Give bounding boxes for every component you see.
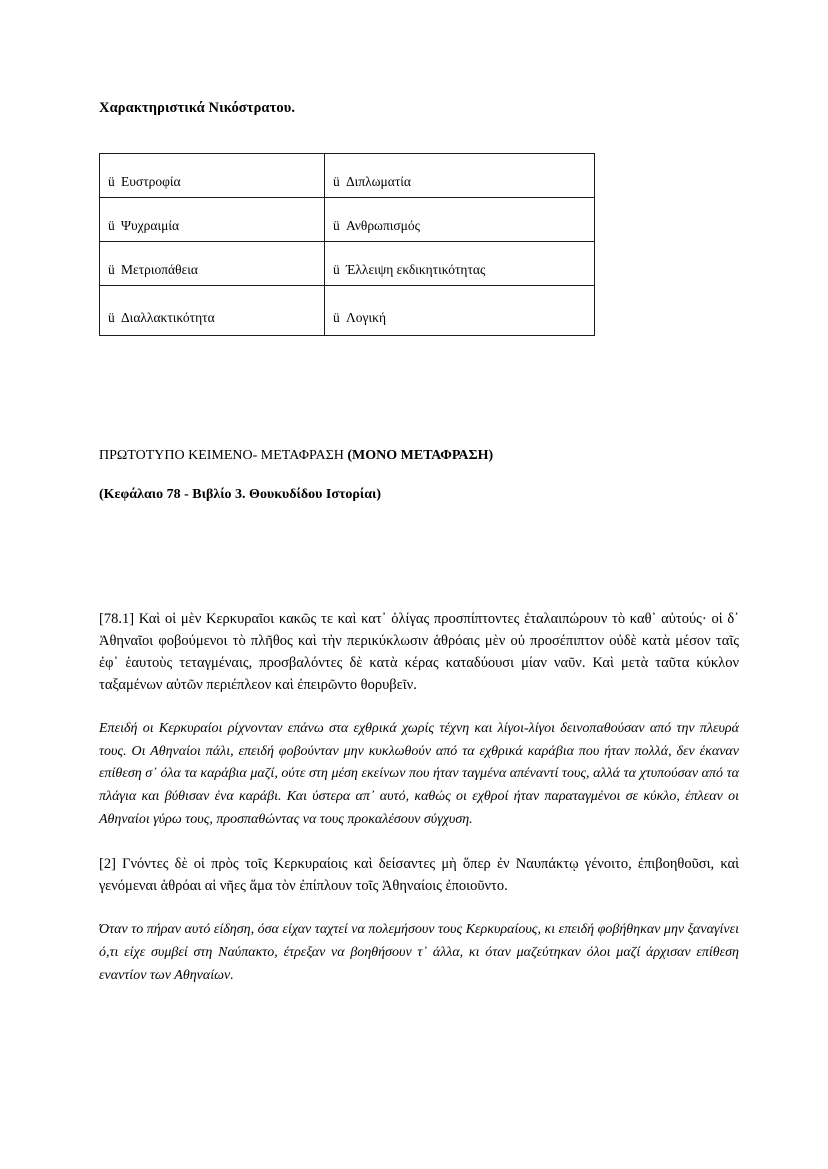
characteristic-label: Μετριοπάθεια: [121, 261, 198, 277]
page-title: Χαρακτηριστικά Νικόστρατου.: [99, 100, 296, 116]
characteristic-label: Διαλλακτικότητα: [121, 309, 215, 325]
table-cell-characteristic: [325, 198, 595, 242]
characteristic-label: Ανθρωπισμός: [346, 217, 420, 233]
ancient-text-passage-2: [2] Γνόντες δὲ οἱ πρὸς τοῖς Κερκυραίοις καὶ δείσαντες μὴ ὅπερ ἐν Ναυπάκτῳ γένοιτο, ἐπιβοηθοῦσι, καὶ γενόμεναι ἁθρόαι αἱ νῆες ἅμα τὸν ἐπίπλουν τοῖς Ἀθηναίοις ἐποιοῦντο.: [99, 856, 739, 895]
characteristics-table: [99, 153, 595, 336]
checkmark-icon: ü: [108, 217, 115, 233]
table-cell-characteristic: [100, 286, 325, 336]
table-cell-characteristic: [100, 154, 325, 198]
checkmark-icon: ü: [108, 261, 115, 277]
characteristic-label: Έλλειψη εκδικητικότητας: [346, 261, 486, 277]
document-content: [99, 0, 739, 987]
checkmark-icon: ü: [108, 173, 115, 189]
characteristic-label: Ευστροφία: [121, 173, 181, 189]
table-row: [100, 286, 595, 336]
section-heading-plain-part: ΠΡΩΤΟΤΥΠΟ ΚΕΙΜΕΝΟ- ΜΕΤΑΦΡΑΣΗ: [99, 448, 348, 464]
checkmark-icon: ü: [333, 173, 340, 189]
section-heading-bold-part: (ΜΟΝΟ ΜΕΤΑΦΡΑΣΗ): [347, 448, 494, 464]
table-row: [100, 242, 595, 286]
table-cell-characteristic: [325, 154, 595, 198]
characteristic-label: Διπλωματία: [346, 173, 412, 189]
checkmark-icon: ü: [333, 217, 340, 233]
checkmark-icon: ü: [333, 309, 340, 325]
table-row: [100, 198, 595, 242]
table-cell-characteristic: [325, 242, 595, 286]
chapter-reference-heading: (Κεφάλαιο 78 - Βιβλίο 3. Θουκυδίδου Ιστορίαι): [99, 486, 382, 502]
section-heading-original-translation: [99, 336, 739, 465]
translation-passage-2: Όταν το πήραν αυτό είδηση, όσα είχαν ταχτεί να πολεμήσουν τους Κερκυραίους, κι επειδή φοβήθηκαν μην ξαναγίνει ό,τι είχε συμβεί στη Ναύπακτο, έτρεξαν να βοηθήσουν τ᾽ άλλα, κι όταν μαζεύτηκαν όλοι μαζί άρχισαν επίθεση εναντίον των Αθηναίων.: [99, 922, 739, 983]
ancient-text-passage-1: [78.1] Καὶ οἱ μὲν Κερκυραῖοι κακῶς τε καὶ κατ᾽ ὀλίγας προσπίπτοντες ἐταλαιπώρουν τὸ καθ᾽ αὑτούς· οἱ δ᾽ Ἀθηναῖοι φοβούμενοι τὸ πλῆθος καὶ τὴν περικύκλωσιν ἁθρόαις μὲν οὐ προσέπιπτον οὐδὲ κατὰ μέσον ταῖς ἐφ᾽ ἑαυτοὺς τεταγμέναις, προσβαλόντες δὲ κατὰ κέρας καταδύουσι μίαν ναῦν. Καὶ μετὰ ταῦτα κύκλον ταξαμένων αὐτῶν περιέπλεον καὶ ἐπειρῶντο θορυβεῖν.: [99, 610, 739, 693]
table-cell-characteristic: [325, 286, 595, 336]
characteristic-label: Ψυχραιμία: [121, 217, 180, 233]
characteristic-label: Λογική: [346, 309, 386, 325]
translation-passage-1: Επειδή οι Κερκυραίοι ρίχνονταν επάνω στα εχθρικά χωρίς τέχνη και λίγοι-λίγοι δεινοπαθούσαν από την πλευρά τους. Οι Αθηναίοι πάλι, επειδή φοβούνταν μην κυκλωθούν από τα εχθρικά καράβια που ήταν πολλά, δεν έκαναν επίθεση σ᾽ όλα τα καράβια μαζί, ούτε στη μέση εκείνων που ήταν ταγμένα απέναντί τους, αλλά τα χτυπούσαν από τα πλάγια και βύθισαν ένα καράβι. Και ύστερα απ᾽ αυτό, καθώς οι εχθροί ήταν παραταγμένοι σε κύκλο, έπλεαν οι Αθηναίοι γύρω τους, προσπαθώντας να τους προκαλέσουν σύγχυση.: [99, 720, 739, 827]
table-cell-characteristic: [100, 198, 325, 242]
checkmark-icon: ü: [333, 261, 340, 277]
table-row: [100, 154, 595, 198]
checkmark-icon: ü: [108, 309, 115, 325]
table-cell-characteristic: [100, 242, 325, 286]
